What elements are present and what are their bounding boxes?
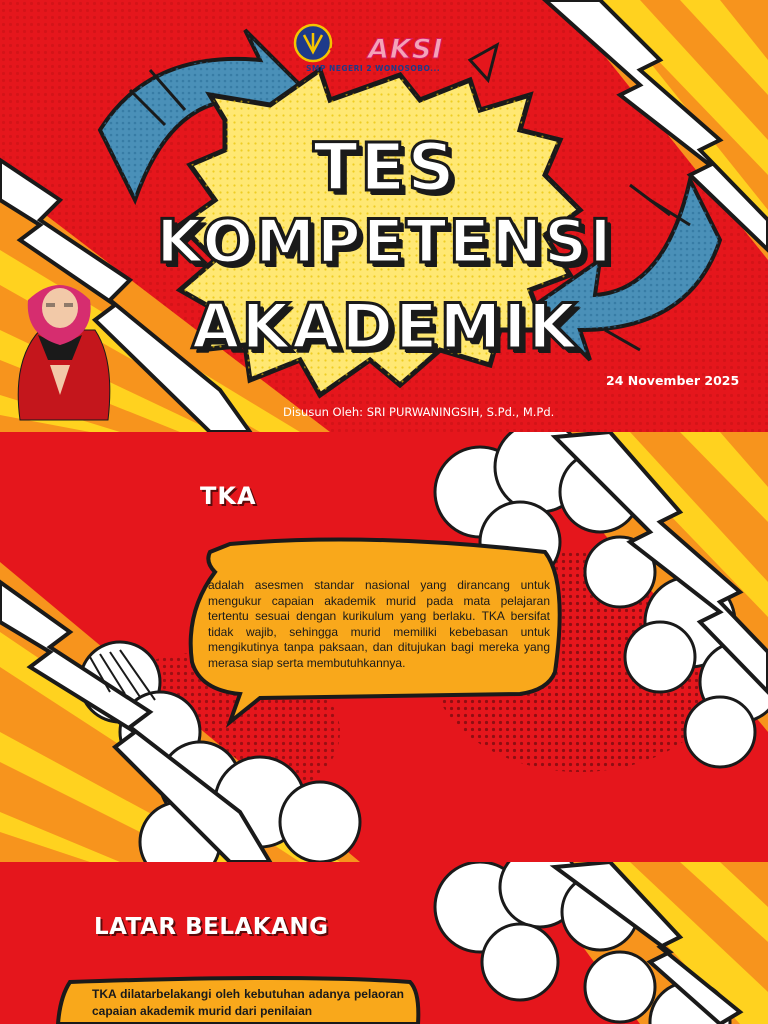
title-line-2: KOMPETENSI xyxy=(156,207,614,277)
title-slide xyxy=(0,0,768,432)
author-credit: Disusun Oleh: SRI PURWANINGSIH, S.Pd., M.Pd. xyxy=(283,405,555,419)
latar-belakang-text: TKA dilatarbelakangi oleh kebutuhan adanya pelaoran capaian akademik murid dari penilaian xyxy=(92,987,404,1018)
title-line-1: TES xyxy=(313,129,457,206)
logo-brand-text: AKSI xyxy=(368,34,444,65)
title-line-3: AKADEMIK xyxy=(191,290,579,363)
slide-heading-latar-belakang: LATAR BELAKANG xyxy=(94,914,329,940)
presentation-date: 24 November 2025 xyxy=(606,373,740,388)
tka-definition-text: adalah asesmen standar nasional yang dirancang untuk mengukur capaian akademik murid pada mata pelajaran tertentu sesuai dengan kurikulum yang berlaku. TKA bersifat tidak wajib, sehingga murid memiliki kebebasan untuk mengikutinya tanpa paksaan, dan ditujukan bagi mereka yang merasa siap serta membutuhkannya. xyxy=(208,578,550,670)
latar-belakang-slide xyxy=(0,862,768,1024)
logo-school-text: SMP NEGERI 2 WONOSOBO... xyxy=(306,64,441,73)
tka-definition-slide xyxy=(0,432,768,862)
slide-heading-tka: TKA xyxy=(200,482,257,510)
